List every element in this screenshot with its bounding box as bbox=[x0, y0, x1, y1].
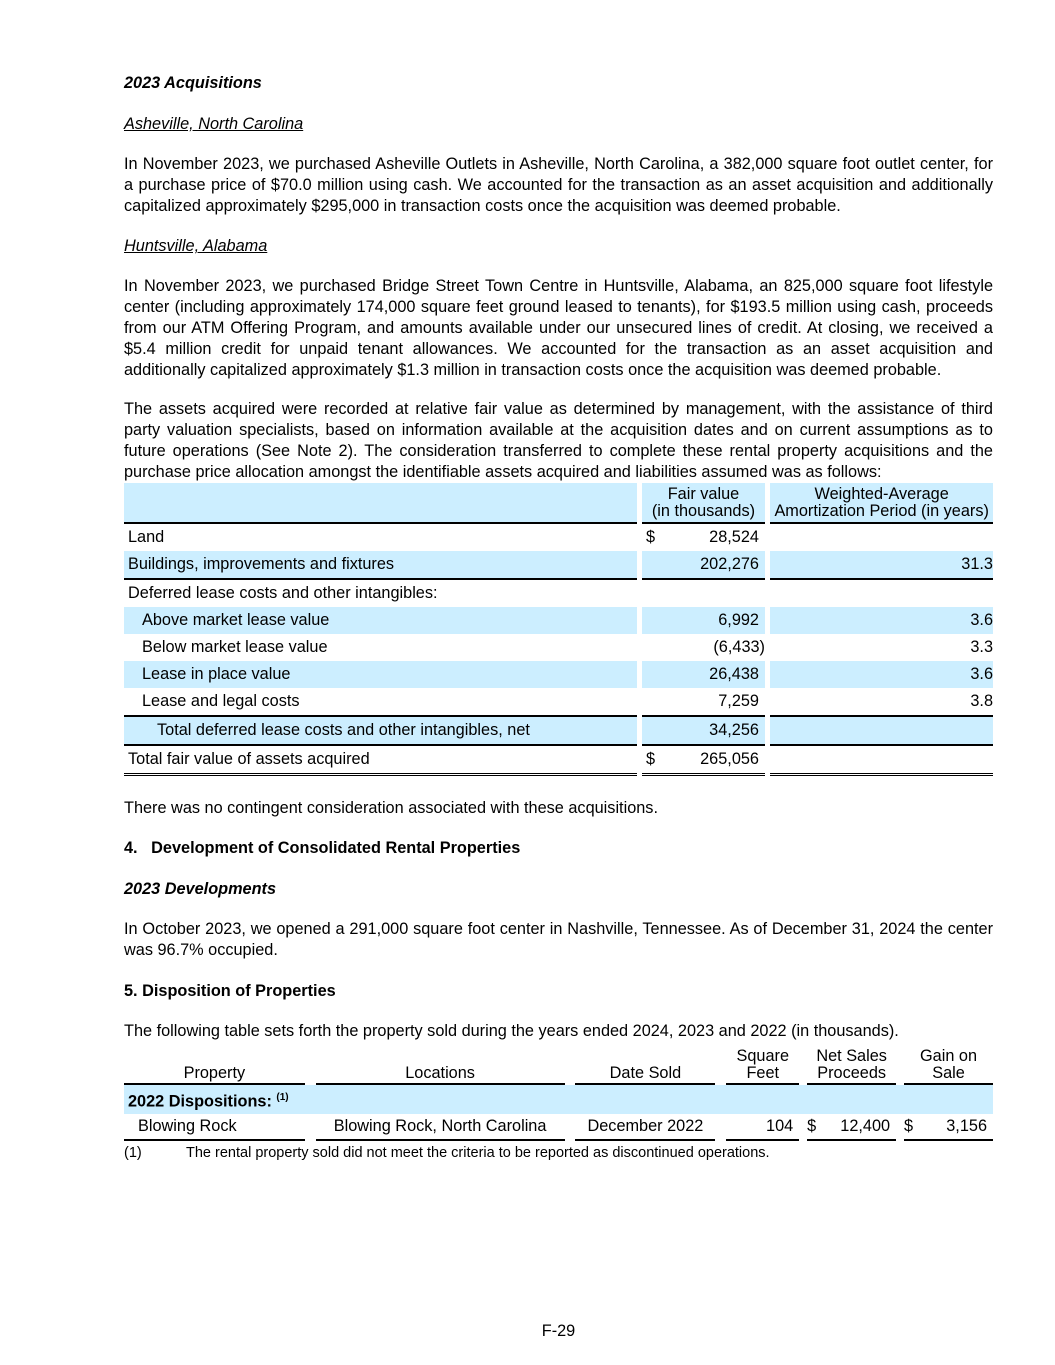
asheville-paragraph: In November 2023, we purchased Asheville Outlets in Asheville, North Carolina, a 382,000 square foot outlet center, for a purchase price of $70.0 million using cash. We accounted for the transaction as an asset acquisition and additionally capitalized approximately $295,000 in transaction costs once the acquisition was deemed probable. bbox=[124, 155, 993, 215]
footnote-marker: (1) bbox=[124, 1145, 142, 1162]
date-sold-header: Date Sold bbox=[575, 1048, 715, 1085]
table-row: Lease in place value 26,438 3.6 bbox=[124, 661, 993, 688]
gain-on-sale-header: Gain on Sale bbox=[904, 1048, 993, 1085]
disposition-heading: 5. Disposition of Properties bbox=[124, 981, 336, 1000]
developments-subheading: 2023 Developments bbox=[124, 880, 277, 899]
acquisitions-heading: 2023 Acquisitions bbox=[124, 74, 262, 92]
asheville-title: Asheville, North Carolina bbox=[124, 115, 304, 133]
table-row: Blowing Rock Blowing Rock, North Carolina December 2022 104 $ 12,400 $ 3,156 bbox=[124, 1114, 993, 1141]
allocation-intro: The assets acquired were recorded at relative fair value as determined by management, with the assistance of third party valuation specialists, based on information available at the acquisition dates and on current assumptions as to future operations (See Note 2). The consideration transferred to complete these rental property acquisitions and the purchase price allocation amongst the identifiable assets acquired and liabilities assumed was as follows: bbox=[124, 400, 993, 481]
table-header-row bbox=[124, 1048, 993, 1085]
disposition-intro: The following table sets forth the property sold during the years ended 2024, 2023 and 2022 (in thousands). bbox=[124, 1021, 899, 1040]
footnote-text: The rental property sold did not meet the criteria to be reported as discontinued operations. bbox=[186, 1145, 770, 1162]
table-header-row bbox=[124, 483, 993, 524]
group-row bbox=[124, 1085, 993, 1114]
contingent-note: There was no contingent consideration associated with these acquisitions. bbox=[124, 798, 658, 817]
table-row: Lease and legal costs 7,259 3.8 bbox=[124, 688, 993, 717]
footnote-ref: (1) bbox=[276, 1091, 289, 1103]
acquisition-allocation-table bbox=[124, 483, 993, 776]
development-paragraph: In October 2023, we opened a 291,000 square foot center in Nashville, Tennessee. As of December 31, 2024 the center was 96.7% occupied. bbox=[124, 920, 993, 960]
table-row: Land $ 28,524 bbox=[124, 524, 993, 551]
table-row: Below market lease value (6,433) 3.3 bbox=[124, 634, 993, 661]
footnote bbox=[124, 1145, 993, 1161]
table-row: Above market lease value 6,992 3.6 bbox=[124, 607, 993, 634]
development-heading: 4. Development of Consolidated Rental Properties bbox=[124, 839, 521, 858]
property-header: Property bbox=[124, 1048, 305, 1085]
page-number: F-29 bbox=[541, 1322, 576, 1340]
page-content bbox=[124, 72, 993, 1161]
huntsville-title: Huntsville, Alabama bbox=[124, 237, 268, 256]
table-row-total: Total fair value of assets acquired $ 265,056 bbox=[124, 746, 993, 776]
huntsville-paragraph: In November 2023, we purchased Bridge Street Town Centre in Huntsville, Alabama, an 825,000 square foot lifestyle center (including approximately 174,000 square feet ground leased to tenants), for $193.5 million using cash, proceeds from our ATM Offering Program, and amounts available under our unsecured lines of credit. At closing, we received a $5.4 million credit for unpaid tenant allowances. We accounted for the transaction as an asset acquisition and additionally capitalized approximately $1.3 million in transaction costs once the acquisition was deemed probable. bbox=[124, 277, 993, 379]
group-label: 2022 Dispositions: bbox=[128, 1092, 272, 1111]
net-sales-proceeds-header: Net Sales Proceeds bbox=[807, 1048, 896, 1085]
locations-header: Locations bbox=[316, 1048, 565, 1085]
disposition-table bbox=[124, 1048, 993, 1141]
fair-value-header: Fair value (in thousands) bbox=[642, 483, 765, 524]
amortization-header: Weighted-Average Amortization Period (in years) bbox=[770, 483, 993, 524]
table-row: Buildings, improvements and fixtures 202,276 31.3 bbox=[124, 551, 993, 580]
square-feet-header: Square Feet bbox=[726, 1048, 799, 1085]
table-row-subtotal: Total deferred lease costs and other intangibles, net 34,256 bbox=[124, 717, 993, 746]
table-row: Deferred lease costs and other intangibles: bbox=[124, 580, 993, 607]
